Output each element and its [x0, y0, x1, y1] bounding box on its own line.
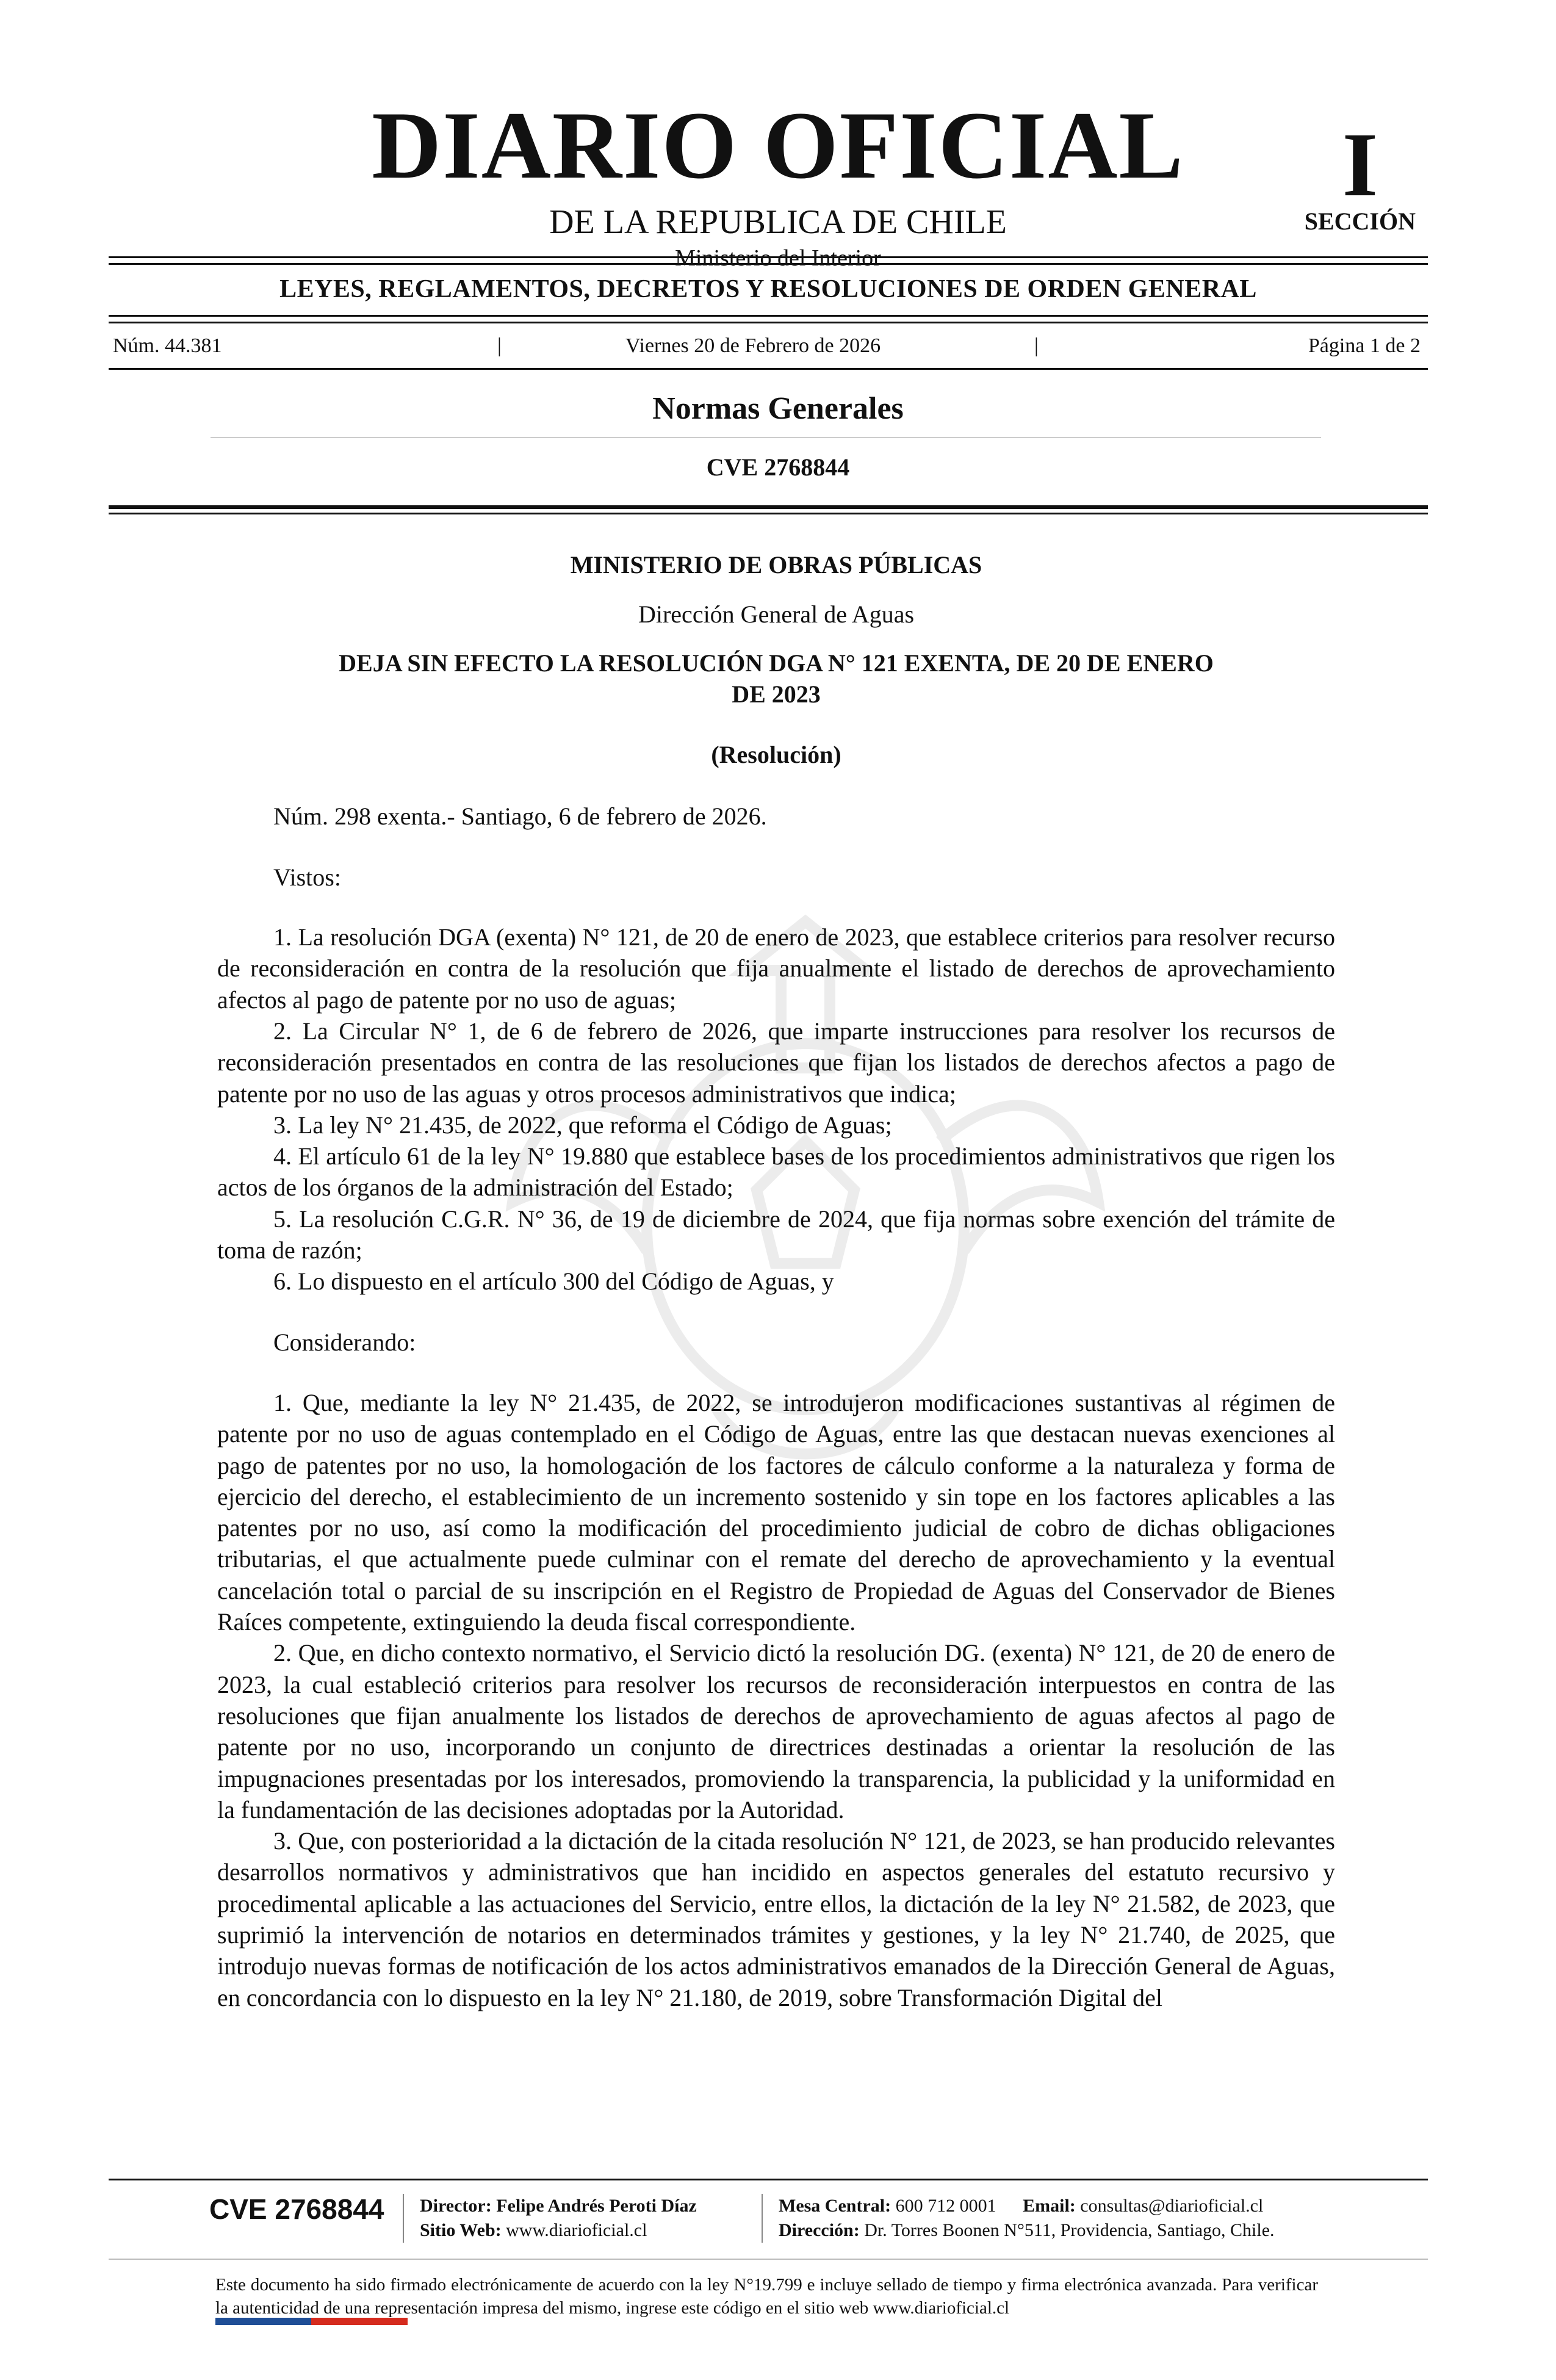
vistos-item: 6. Lo dispuesto en el artículo 300 del Código de Aguas, y	[273, 1268, 834, 1296]
footer-cve: CVE 2768844	[209, 2193, 384, 2225]
footer-signature-note: Este documento ha sido firmado electrónicamente de acuerdo con la ley N°19.799 e incluye sellado de tiempo y firma electrónica avanzada. Para verificar la autenticidad de una representación impresa del mismo, ingrese este código en el sitio web www.diarioficial.cl	[215, 2275, 1318, 2318]
section-label: SECCIÓN	[1304, 207, 1416, 235]
issue-separator-1: |	[497, 334, 502, 357]
masthead-subtitle: DE LA REPUBLICA DE CHILE	[549, 203, 1007, 241]
footer-rule-mid	[109, 2259, 1428, 2260]
footer-web-line	[420, 2218, 697, 2243]
considerando-item: 3. Que, con posterioridad a la dictación de la citada resolución N° 121, de 2023, se han producido relevantes desarrollos normativos y administrativos que han incidido en aspectos generales del estatuto recursivo y procedimental aplicable a las actuaciones del Servicio, entre ellos, la dictación de la ley N° 21.582, de 2023, que suprimió la intervención de notarios en determinados trámites y gestiones, y la ley N° 21.740, de 2025, que introdujo nuevas formas de notificación de los actos administrativos emanados de la Dirección General de Aguas, en concordancia con lo dispuesto en la ley N° 21.180, de 2019, sobre Transformación Digital del	[217, 1827, 1335, 2011]
vistos-item: 5. La resolución C.G.R. N° 36, de 19 de diciembre de 2024, que fija normas sobre exención del trámite de toma de razón;	[217, 1205, 1335, 1264]
footer-separator-2	[762, 2194, 763, 2243]
page-number: Página 1 de 2	[1308, 334, 1421, 357]
footer-director-label: Director:	[420, 2196, 492, 2216]
document-title-line-2: DE 2023	[732, 680, 821, 708]
issue-date: Viernes 20 de Febrero de 2026	[625, 334, 881, 357]
considerando-item: 1. Que, mediante la ley N° 21.435, de 2022, se introdujeron modificaciones sustantivas al régimen de patente por no uso de aguas contemplado en el Código de Aguas, entre las que destacan nuevas exenciones al pago de patentes por no uso, la homologación de los factores de cálculo conforme a la naturaleza y forma de ejercicio del derecho, el establecimiento de un incremento sostenido y sin tope en los factores aplicables a las patentes por no uso, así como la modificación del procedimiento judicial de cobro de dichas obligaciones tributarias, el que actualmente puede culminar con el remate del derecho de aprovechamiento y la eventual cancelación total o parcial de su inscripción en el Registro de Propiedad de Aguas del Conservador de Bienes Raíces competente, extinguiendo la deuda fiscal correspondiente.	[217, 1388, 1335, 1636]
footer-director-column	[420, 2194, 697, 2243]
footer-info-row	[109, 2180, 1428, 2254]
footer-director-line	[420, 2194, 697, 2218]
footer-email-link[interactable]: consultas@diarioficial.cl	[1080, 2196, 1264, 2216]
flag-red-segment	[311, 2318, 408, 2325]
header-rule-bottom	[109, 368, 1428, 370]
flag-blue-segment	[215, 2318, 311, 2325]
footer-address-value: Dr. Torres Boonen N°511, Providencia, Santiago, Chile.	[864, 2220, 1275, 2240]
chile-flag-stripe	[215, 2318, 408, 2325]
footer-web-link[interactable]: www.diarioficial.cl	[506, 2220, 647, 2240]
masthead-ministry: Ministerio del Interior	[675, 245, 881, 271]
considerando-label: Considerando:	[273, 1328, 416, 1356]
section-badge	[1304, 114, 1416, 236]
vistos-label: Vistos:	[273, 863, 341, 891]
footer-web-label: Sitio Web:	[420, 2220, 502, 2240]
footer-phone-label: Mesa Central:	[779, 2196, 891, 2216]
section-title-rule	[211, 437, 1321, 438]
section-numeral: I	[1342, 114, 1378, 215]
masthead-title: DIARIO OFICIAL	[372, 92, 1184, 199]
vistos-item: 1. La resolución DGA (exenta) N° 121, de 20 de enero de 2023, que establece criterios para resolver recurso de reconsideración en contra de la resolución que fija anualmente el listado de derechos de aprovechamiento afectos al pago de patente por no uso de aguas;	[217, 923, 1335, 1014]
document-type: (Resolución)	[711, 741, 841, 769]
section-cve: CVE 2768844	[706, 453, 850, 481]
category-line: LEYES, REGLAMENTOS, DECRETOS Y RESOLUCIONES DE ORDEN GENERAL	[279, 275, 1257, 303]
page-footer	[109, 2179, 1428, 2320]
footer-address-line	[779, 2218, 1275, 2243]
section-rule-thick	[109, 505, 1428, 509]
section-rule-thin	[109, 513, 1428, 514]
document-body	[217, 549, 1335, 2013]
footer-director-value: Felipe Andrés Peroti Díaz	[496, 2196, 697, 2216]
document-agency: Dirección General de Aguas	[638, 600, 915, 629]
header-rule-mid	[109, 315, 1428, 323]
considerando-list	[217, 1387, 1335, 2013]
issue-separator-2: |	[1034, 334, 1039, 357]
document-title-line-1: DEJA SIN EFECTO LA RESOLUCIÓN DGA N° 121 EXENTA, DE 20 DE ENERO	[339, 649, 1214, 677]
document-number-line: Núm. 298 exenta.- Santiago, 6 de febrero de 2026.	[273, 802, 767, 831]
vistos-list	[217, 921, 1335, 1297]
vistos-item: 2. La Circular N° 1, de 6 de febrero de 2026, que imparte instrucciones para resolver los recursos de reconsideración presentados en contra de las resoluciones que fijan los listados de derechos afectos a pago de patente por no uso de las aguas y otros procesos administrativos que indica;	[217, 1017, 1335, 1108]
footer-phone-value: 600 712 0001	[895, 2196, 996, 2216]
section-title: Normas Generales	[652, 391, 904, 426]
document-ministry: MINISTERIO DE OBRAS PÚBLICAS	[570, 551, 982, 579]
issue-number: Núm. 44.381	[113, 334, 222, 357]
footer-contact-column	[779, 2194, 1275, 2243]
footer-address-label: Dirección:	[779, 2220, 860, 2240]
vistos-item: 3. La ley N° 21.435, de 2022, que reforma el Código de Aguas;	[273, 1111, 892, 1139]
vistos-item: 4. El artículo 61 de la ley N° 19.880 que establece bases de los procedimientos administrativos que rigen los actos de los órganos de la administración del Estado;	[217, 1142, 1335, 1202]
considerando-item: 2. Que, en dicho contexto normativo, el Servicio dictó la resolución DG. (exenta) N° 121, de 20 de enero de 2023, la cual estableció criterios para resolver los recursos de reconsideración interpuestos en contra de las resoluciones que fijan anualmente los listados de derechos de aprovechamiento de aguas afectos al pago de patente por no uso, incorporando un conjunto de directrices destinadas a orientar la resolución de las impugnaciones presentadas por los interesados, promoviendo la transparencia, la publicidad y la uniformidad en la fundamentación de las decisiones adoptadas por la Autoridad.	[217, 1639, 1335, 1823]
footer-email-label: Email:	[1023, 2196, 1076, 2216]
footer-phone-line	[779, 2194, 1275, 2218]
header-rule-top	[109, 256, 1428, 265]
footer-separator-1	[403, 2194, 404, 2243]
